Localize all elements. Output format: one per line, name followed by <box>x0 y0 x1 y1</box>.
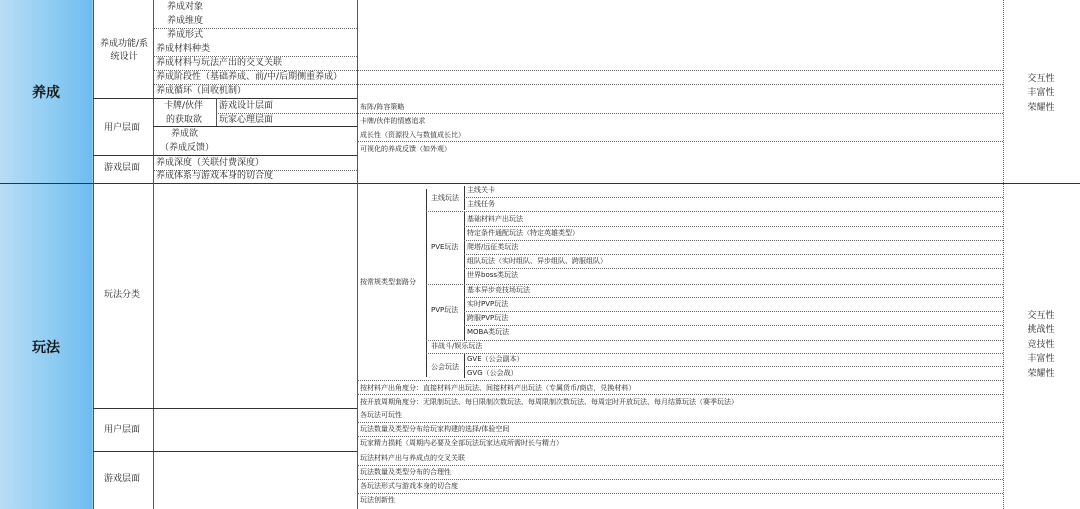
group-nonbattle: 非战斗/娱乐玩法 <box>431 342 483 350</box>
row-divider <box>464 254 1003 255</box>
property-label: 交互性 <box>1027 74 1055 84</box>
pvp-item: 跨服PVP玩法 <box>467 314 509 322</box>
gameplay-game-item: 玩法材料产出与养成点的交叉关联 <box>360 454 465 462</box>
pve-item: 世界boss类玩法 <box>467 271 519 279</box>
property-label: 丰富性 <box>1027 88 1055 99</box>
row-divider <box>426 340 1003 341</box>
row-divider <box>426 284 1003 285</box>
group-bracket <box>464 285 465 340</box>
section-cultivation-label: 养成 <box>32 84 60 101</box>
group-pve: PVE玩法 <box>431 243 459 251</box>
section-gameplay-label: 玩法 <box>32 339 60 356</box>
by-period-line: 按开放周期角度分：无限制玩法、每日限制次数玩法、每周限制次数玩法、每周定时开放玩法、每月结算玩法（赛季玩法） <box>360 398 738 406</box>
row-divider <box>464 325 1003 326</box>
row-divider <box>357 422 1003 423</box>
row-divider <box>357 380 1003 381</box>
property-label: 荣耀性 <box>1027 368 1055 379</box>
gameplay-group-divider-1 <box>93 408 357 409</box>
group-pvp: PVP玩法 <box>431 306 459 314</box>
row-divider <box>357 493 1003 494</box>
pvp-item: 实时PVP玩法 <box>467 300 509 308</box>
design-item: 养成维度 <box>167 16 204 26</box>
group-mainline: 主线玩法 <box>431 194 459 202</box>
row-divider <box>464 226 1003 227</box>
property-label: 竞技性 <box>1027 339 1055 350</box>
pve-item: 组队玩法（实时组队、异步组队、跨服组队） <box>467 257 607 265</box>
design-item: 养成材料种类 <box>156 44 211 54</box>
gameplay-properties <box>1021 309 1061 381</box>
guild-item: GVG（公会战） <box>467 369 518 377</box>
user-design-label: 游戏设计层面 <box>219 101 274 111</box>
design-item: 养成阶段性（基础养成、前/中/后期侧重养成） <box>156 72 343 82</box>
gameplay-classification-label: 玩法分类 <box>104 290 141 300</box>
row-divider <box>357 465 1003 466</box>
gameplay-user-item: 各玩法可玩性 <box>360 411 402 419</box>
mainline-item: 主线关卡 <box>467 186 495 194</box>
design-item: 养成材料与玩法产出的交叉关联 <box>156 58 283 68</box>
gameplay-game-label: 游戏层面 <box>104 474 141 484</box>
row-divider <box>426 353 1003 354</box>
group-bracket <box>464 186 465 210</box>
user-detail: 可视化的养成反馈（如外观） <box>360 145 451 153</box>
group-guild: 公会玩法 <box>431 363 459 371</box>
row-divider <box>153 56 357 57</box>
column-divider-3 <box>357 0 358 509</box>
column-divider-2 <box>153 0 154 509</box>
row-divider <box>464 240 1003 241</box>
row-divider <box>357 141 1003 142</box>
cultivation-group-divider-1 <box>93 98 357 99</box>
cultivation-properties <box>1021 72 1061 115</box>
property-label: 丰富性 <box>1027 354 1055 365</box>
column-divider-1 <box>93 0 94 509</box>
row-divider <box>153 70 1003 71</box>
user-cultivate-label: 养成欲 <box>171 129 199 139</box>
by-material-line: 按材料产出角度分：直接材料产出玩法、间接材料产出玩法（专属货币/商店，兑换材料） <box>360 384 636 392</box>
user-detail: 布阵/阵容策略 <box>360 103 405 111</box>
user-acquire-label: 卡牌/伙伴 <box>164 101 204 111</box>
gameplay-user-label: 用户层面 <box>104 425 141 435</box>
gameplay-game-item: 玩法创新性 <box>360 496 395 504</box>
type-bracket <box>426 189 427 377</box>
row-divider <box>357 479 1003 480</box>
gameplay-user-item: 玩家精力损耗（周期内必要及全部玩法玩家达成所需时长与精力） <box>360 439 563 447</box>
design-item: 养成形式 <box>167 30 204 40</box>
guild-item: GVE（公会副本） <box>467 355 524 363</box>
cultivation-user-label: 用户层面 <box>104 123 141 133</box>
pve-item: 爬塔/远征类玩法 <box>467 243 519 251</box>
row-divider <box>153 126 357 127</box>
user-feedback-label: （养成反馈） <box>160 143 215 153</box>
row-divider <box>464 297 1003 298</box>
properties-divider <box>1003 0 1004 183</box>
pvp-item: MOBA类玩法 <box>467 328 510 336</box>
property-label: 荣耀性 <box>1027 102 1055 113</box>
gameplay-group-divider-2 <box>93 451 357 452</box>
design-item: 养成循环（回收机制） <box>156 86 247 96</box>
section-divider <box>0 183 1080 184</box>
row-divider <box>357 394 1003 395</box>
row-divider <box>426 211 1003 212</box>
row-divider <box>464 366 1003 367</box>
section-cultivation <box>0 0 93 183</box>
pve-item: 基础材料产出玩法 <box>467 215 523 223</box>
user-subdivider <box>216 98 217 126</box>
cultivation-game-label: 游戏层面 <box>104 163 141 173</box>
user-detail: 卡牌/伙伴的情感追求 <box>360 117 426 125</box>
property-label: 挑战性 <box>1027 325 1055 336</box>
game-item: 养成深度（关联付费深度） <box>156 158 265 168</box>
row-divider <box>464 268 1003 269</box>
design-item: 养成对象 <box>167 2 204 12</box>
game-item: 养成体系与游戏本身的切合度 <box>156 171 274 181</box>
properties-divider <box>1003 184 1004 509</box>
user-detail: 成长性（资源投入与数值成长比） <box>360 131 465 139</box>
user-psych-label: 玩家心理层面 <box>219 115 274 125</box>
by-type-label: 按常规类型套路分 <box>360 278 416 286</box>
gameplay-game-item: 玩法数量及类型分布的合理性 <box>360 468 451 476</box>
row-divider <box>216 113 1003 114</box>
row-divider <box>464 197 1003 198</box>
property-label: 交互性 <box>1027 311 1055 321</box>
gameplay-game-item: 各玩法形式与游戏本身的切合度 <box>360 482 458 490</box>
group-bracket <box>464 212 465 284</box>
row-divider <box>357 436 1003 437</box>
row-divider <box>153 84 1003 85</box>
mainline-item: 主线任务 <box>467 200 495 208</box>
pvp-item: 基本异步竞技场玩法 <box>467 286 530 294</box>
gameplay-user-item: 玩法数量及类型分布给玩家构建的选择/体验空间 <box>360 425 510 433</box>
cultivation-group-divider-2 <box>93 155 357 156</box>
row-divider <box>464 311 1003 312</box>
cultivation-design-label: 养成功能/系统设计 <box>99 39 149 62</box>
pve-item: 特定条件通配玩法（特定英雄类型） <box>467 229 579 237</box>
row-divider <box>153 28 357 29</box>
user-acquire-label-2: 的获取欲 <box>166 115 203 125</box>
section-gameplay <box>0 184 93 509</box>
